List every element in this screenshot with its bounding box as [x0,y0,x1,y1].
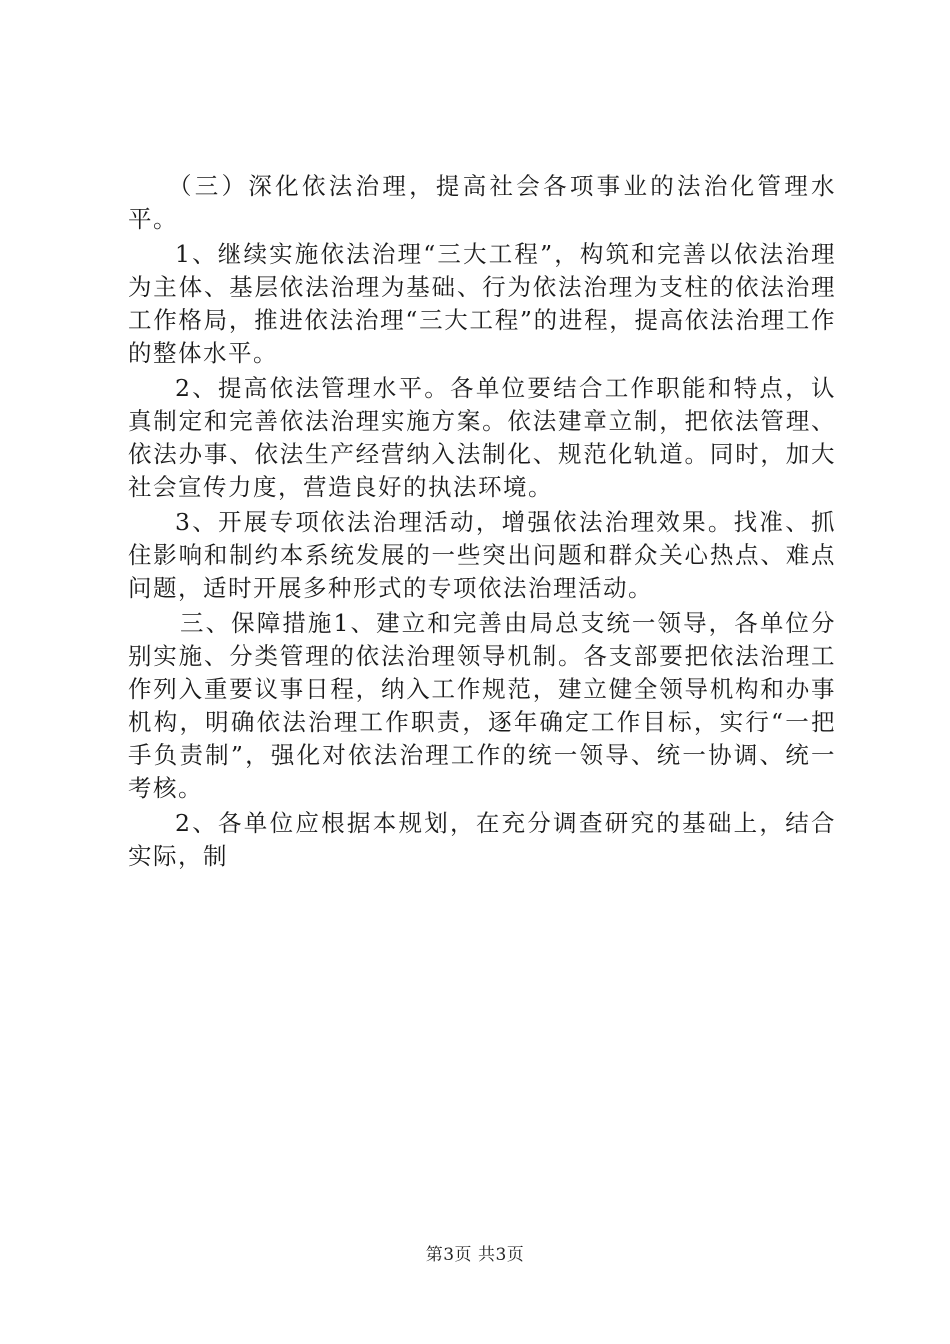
document-body [128,170,836,873]
paragraph-item-3: 3、开展专项依法治理活动，增强依法治理效果。找准、抓住影响和制约本系统发展的一些突出问题和群众关心热点、难点问题，适时开展多种形式的专项依法治理活动。 [128,508,836,602]
paragraph-item-2: 2、提高依法管理水平。各单位要结合工作职能和特点，认真制定和完善依法治理实施方案。依法建章立制，把依法管理、依法办事、依法生产经营纳入法制化、规范化轨道。同时，加大社会宣传力度，营造良好的执法环境。 [128,374,836,501]
paragraph-safeguard-item-2: 2、各单位应根据本规划，在充分调查研究的基础上，结合实际，制 [128,809,836,870]
paragraph-item-1: 1、继续实施依法治理“三大工程”，构筑和完善以依法治理为主体、基层依法治理为基础、行为依法治理为支柱的依法治理工作格局，推进依法治理“三大工程”的进程，提高依法治理工作的整体水平。 [128,240,836,367]
paragraph-section-three-heading: （三）深化依法治理，提高社会各项事业的法治化管理水平。 [128,172,836,233]
paragraph-safeguard-measures: 三、保障措施1、建立和完善由局总支统一领导，各单位分别实施、分类管理的依法治理领导机制。各支部要把依法治理工作列入重要议事日程，纳入工作规范，建立健全领导机构和办事机构，明确依法治理工作职责，逐年确定工作目标，实行“一把手负责制”，强化对依法治理工作的统一领导、统一协调、统一考核。 [128,609,836,802]
page-number-footer: 第3页 共3页 [425,1245,525,1265]
